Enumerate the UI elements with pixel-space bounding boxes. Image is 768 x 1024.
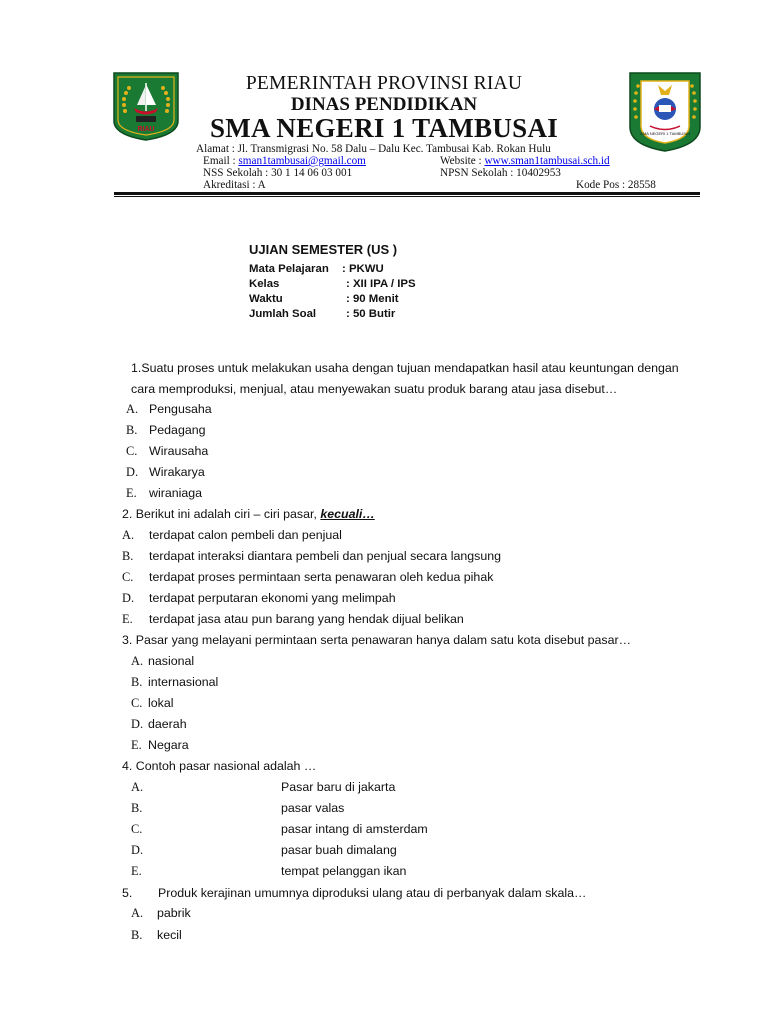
option-letter: A. [126, 402, 139, 416]
option-text: terdapat perputaran ekonomi yang melimpah [149, 591, 396, 605]
option-text: kecil [157, 928, 182, 942]
option-text: pasar buah dimalang [281, 843, 397, 857]
header-department-line: DINAS PENDIDIKAN [290, 94, 478, 115]
option-text: lokal [148, 696, 174, 710]
option-letter: B. [122, 549, 134, 563]
option-letter: C. [122, 570, 134, 584]
option-letter: A. [131, 780, 144, 794]
option-letter: B. [126, 423, 138, 437]
option-letter: C. [126, 444, 138, 458]
header-website [440, 155, 610, 167]
option-letter: C. [131, 696, 143, 710]
option-text: Pasar baru di jakarta [281, 780, 396, 794]
left-logo-text: RIAU [137, 126, 155, 133]
option-text: terdapat jasa atau pun barang yang hendak dijual belikan [149, 612, 464, 626]
email-label: Email : [203, 155, 239, 167]
exam-row-value: : PKWU [342, 263, 384, 275]
header-email [203, 155, 366, 167]
website-label: Website : [440, 155, 485, 167]
exam-row-value: : 90 Menit [346, 293, 399, 305]
option-letter: E. [122, 612, 133, 626]
email-link[interactable]: sman1tambusai@gmail.com [238, 155, 366, 167]
option-letter: E. [131, 864, 142, 878]
option-letter: B. [131, 675, 143, 689]
option-text: Wirausaha [149, 444, 209, 458]
header-kodepos: Kode Pos : 28558 [576, 179, 656, 191]
exam-row-label: Waktu [249, 293, 283, 305]
option-letter: D. [126, 465, 139, 479]
option-text: pabrik [157, 906, 191, 920]
header-akreditasi: Akreditasi : A [203, 179, 266, 191]
option-text: Negara [148, 738, 189, 752]
option-text: wiraniaga [149, 486, 203, 500]
question-5-text: Produk kerajinan umumnya diproduksi ulang atau di perbanyak dalam skala… [158, 886, 587, 900]
option-letter: A. [131, 906, 144, 920]
option-text: Wirakarya [149, 465, 205, 479]
option-text: pasar intang di amsterdam [281, 822, 428, 836]
option-letter: E. [126, 486, 137, 500]
question-3: 3. Pasar yang melayani permintaan serta penawaran hanya dalam satu kota disebut pasar… [122, 633, 632, 647]
question-1-line-2: cara memproduksi, menjual, atau menyewakan suatu produk barang atau jasa disebut… [131, 382, 618, 396]
option-text: internasional [148, 675, 219, 689]
option-text: terdapat proses permintaan serta penawaran oleh kedua pihak [149, 570, 494, 584]
exam-row-value: : 50 Butir [346, 308, 396, 320]
option-letter: A. [122, 528, 135, 542]
option-letter: C. [131, 822, 143, 836]
header-divider-thin [114, 196, 700, 197]
option-letter: A. [131, 654, 144, 668]
question-1-line-1: 1.Suatu proses untuk melakukan usaha dengan tujuan mendapatkan hasil atau keuntungan dengan [131, 361, 679, 375]
option-text: terdapat calon pembeli dan penjual [149, 528, 342, 542]
right-logo-text: SMA NEGERI 1 TAMBUSAI [640, 131, 690, 136]
option-text: Pengusaha [149, 402, 212, 416]
header-nss: NSS Sekolah : 30 1 14 06 03 001 [203, 167, 353, 179]
option-text: nasional [148, 654, 195, 668]
option-letter: E. [131, 738, 142, 752]
question-4: 4. Contoh pasar nasional adalah … [122, 759, 317, 773]
header-npsn: NPSN Sekolah : 10402953 [440, 167, 561, 179]
header-government-line: PEMERINTAH PROVINSI RIAU [245, 73, 523, 94]
exam-row-value: : XII IPA / IPS [346, 278, 416, 290]
question-2 [122, 507, 375, 521]
header-divider-thick [114, 192, 700, 195]
website-link[interactable]: www.sman1tambusai.sch.id [484, 155, 610, 167]
option-letter: B. [131, 928, 143, 942]
header-school-name: SMA NEGERI 1 TAMBUSAI [209, 113, 559, 143]
option-letter: D. [131, 717, 144, 731]
option-text: tempat pelanggan ikan [281, 864, 407, 878]
option-text: pasar valas [281, 801, 345, 815]
option-text: daerah [148, 717, 187, 731]
question-5-number: 5. [122, 886, 133, 900]
exam-row-label: Jumlah Soal [249, 308, 317, 320]
question-2-text: 2. Berikut ini adalah ciri – ciri pasar, [122, 507, 321, 521]
option-letter: D. [122, 591, 135, 605]
option-letter: D. [131, 843, 144, 857]
option-letter: B. [131, 801, 143, 815]
header-address: Alamat : Jl. Transmigrasi No. 58 Dalu – Dalu Kec. Tambusai Kab. Rokan Hulu [196, 143, 551, 155]
exam-title: UJIAN SEMESTER (US ) [249, 242, 398, 257]
option-text: terdapat interaksi diantara pembeli dan penjual secara langsung [149, 549, 501, 563]
question-2-emphasis: kecuali… [320, 507, 375, 521]
exam-row-label: Kelas [249, 278, 280, 290]
exam-row-label: Mata Pelajaran [249, 263, 329, 275]
option-text: Pedagang [149, 423, 206, 437]
